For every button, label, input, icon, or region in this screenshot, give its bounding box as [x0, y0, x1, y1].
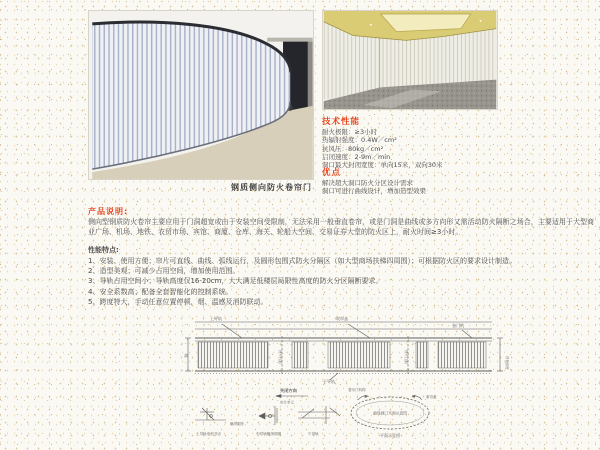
tech-spec-line: 洞口最大封闭宽度：单向15米，双向30米	[322, 161, 443, 170]
technical-diagram	[180, 312, 535, 447]
diagram-slat-groups	[198, 342, 486, 368]
diagram-gap-text: 帘片门洞	[278, 350, 282, 364]
description-body: 侧向型钢质防火卷帘主要应用于门洞超宽或由于安装空间受限制，无法采用一般垂直卷帘，或是门洞是曲线或多方向形又需活动防火隔断之场合，主要适用于大型商业广场、机场、地铁、农贸市场、宾馆、商厦、仓库、海关、轮船大空间、交易证券大堂的防火区上，耐火时间≥3小时。	[88, 218, 594, 236]
photo2-downlight	[370, 24, 372, 26]
diagram-ellipse-text: 曲线洞口平面示意图	[372, 410, 408, 416]
diagram-curtain-unit: 帘片单元	[280, 400, 294, 405]
features-title: 性能特点:	[88, 246, 119, 254]
diagram-detail-1	[195, 408, 226, 420]
description-title: 产品说明:	[88, 207, 129, 216]
tech-specs-title: 技术性能	[322, 117, 361, 127]
main-product-photo	[88, 10, 314, 180]
diagram-label-curtain-box: 收帘盒	[336, 316, 348, 321]
feature-item: 3、导轨占用空间小；导轨高度仅16-20cm，大大满足低楼层局限性高度的防火分区隔断要求。	[88, 277, 383, 286]
diagram-label-motor: 卷门机	[452, 323, 464, 328]
tech-spec-line: 抗风压：80kg／cm²	[322, 144, 384, 153]
advantages-title: 优点	[322, 168, 342, 178]
diagram-close-direction: 关闭方向	[280, 388, 297, 393]
diagram-detail-1-label: 上导轨电机节点	[196, 432, 222, 436]
diagram-label-right-dim: 帘板高度	[505, 356, 509, 370]
main-photo-caption: 钢质侧向防火卷帘门	[231, 183, 312, 192]
feature-item: 5、跨度特大，手动任意位置停顿，烟、温感及消防联动。	[88, 297, 268, 306]
diagram-mechanism: 卷帘门机构	[348, 388, 366, 392]
diagram-ellipse-box-label: 收帘盒	[426, 395, 437, 399]
feature-item: 4、安全系数高；配备全套智能化的控制系统。	[88, 287, 233, 296]
diagram-detail-2	[259, 406, 277, 425]
advantage-line: 解决超大洞口防火分区设计需求	[322, 179, 413, 187]
tech-spec-line: 耐火极限：≥3小时	[322, 128, 378, 136]
photo2-ceiling-tray	[381, 14, 471, 32]
diagram-gap-text: 帘片门洞	[404, 350, 408, 364]
tech-spec-line: 热辐射强度：0.4W／cm²	[322, 136, 397, 145]
photo-ceiling-line	[267, 38, 312, 42]
diagram-detail-3	[298, 406, 340, 424]
diagram-detail-3-label: 下导轨	[308, 432, 319, 436]
tech-spec-line: 启闭速度：2-9m／min	[322, 152, 391, 161]
secondary-product-photo	[322, 10, 498, 110]
diagram-ellipse-caption: 平面示意图	[380, 433, 400, 438]
advantage-line: 洞口可进行曲线设计，增加造型效果	[322, 187, 426, 196]
diagram-detail-2-label: 中导轨横剖面图	[256, 432, 282, 436]
diagram-label-left-dim: 高	[184, 353, 188, 358]
photo2-downlight	[480, 20, 482, 22]
diagram-label-top-rail: 上导轨	[210, 316, 222, 321]
diagram-detail-1b-label: 横剖面图	[230, 422, 244, 426]
diagram-label-bottom-rail: 下导轨	[323, 379, 335, 384]
feature-item: 1、安装、使用方便；帘片可直线、曲线、弧线运行，及圆形包围式防火分隔区（如大型商场扶梯四周围）；可根据防火区的要求设计制造。	[88, 257, 516, 265]
feature-item: 2、造型美观；可减少占用空间，增加使用范围。	[88, 267, 240, 276]
